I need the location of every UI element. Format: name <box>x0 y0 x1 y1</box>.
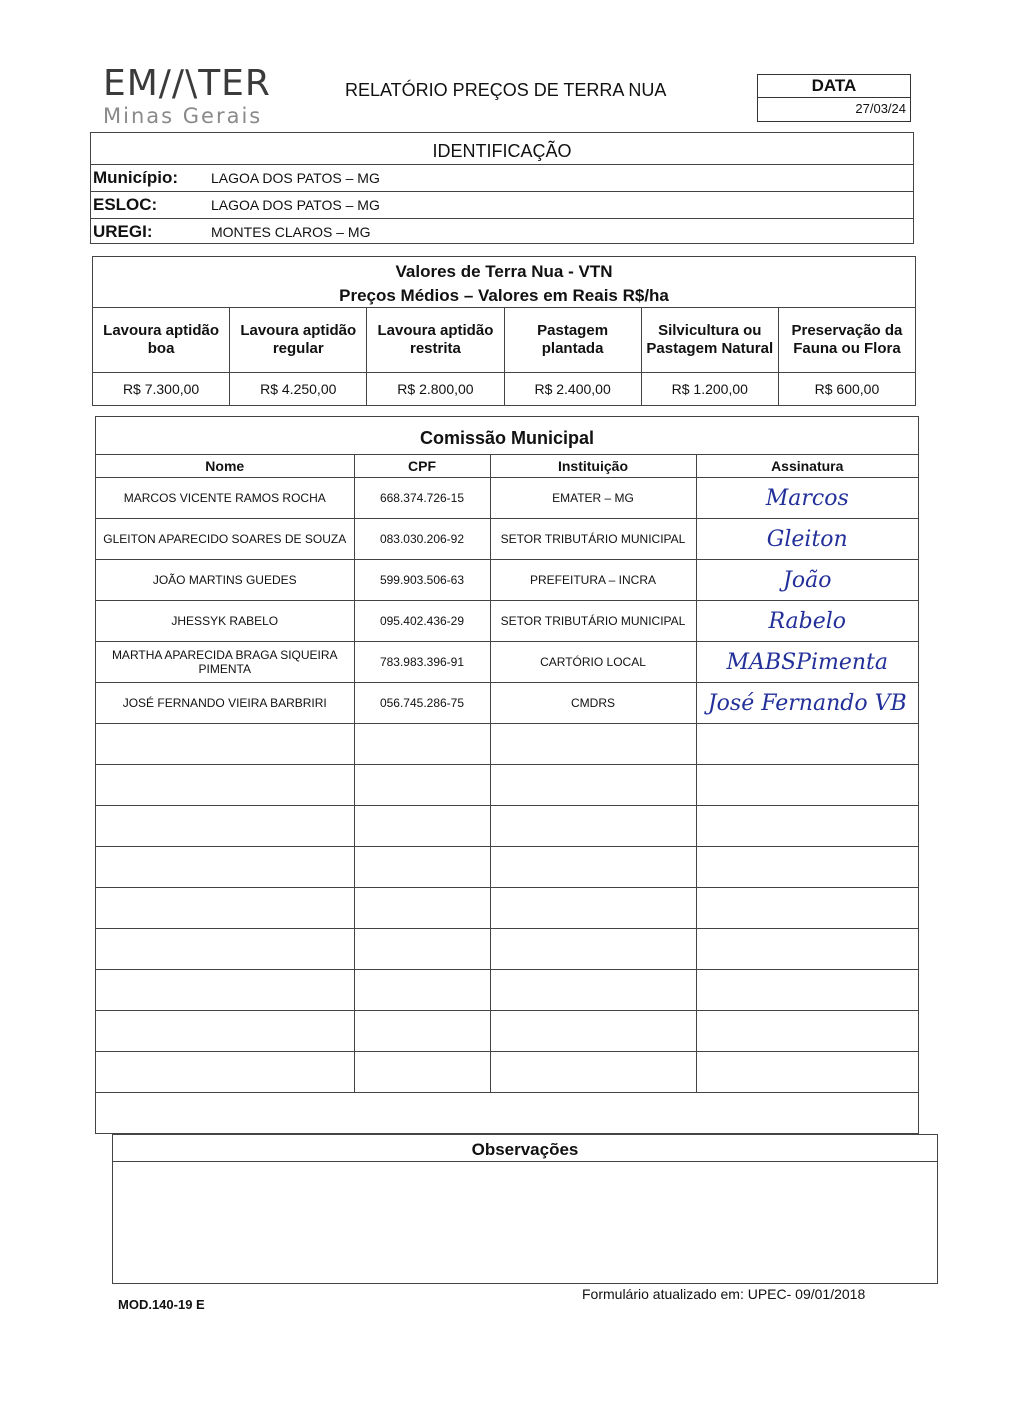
member-institution: SETOR TRIBUTÁRIO MUNICIPAL <box>490 519 696 560</box>
vtn-section <box>92 256 916 406</box>
member-name: MARCOS VICENTE RAMOS ROCHA <box>96 478 354 519</box>
member-signature: João <box>783 567 832 593</box>
member-institution: PREFEITURA – INCRA <box>490 560 696 601</box>
empty-row <box>96 765 918 806</box>
identification-row <box>91 192 913 219</box>
municipio-label: Município: <box>93 168 178 187</box>
vtn-column-price: R$ 2.800,00 <box>367 372 503 405</box>
empty-row <box>96 1011 918 1052</box>
empty-row <box>96 806 918 847</box>
vtn-column-price: R$ 4.250,00 <box>230 372 366 405</box>
vtn-column-label: Silvicultura ou Pastagem Natural <box>646 322 774 357</box>
member-cpf: 095.402.436-29 <box>354 601 490 642</box>
table-row <box>96 601 918 642</box>
member-signature: José Fernando VB <box>707 690 907 716</box>
member-institution: EMATER – MG <box>490 478 696 519</box>
vtn-column-label: Lavoura aptidão restrita <box>377 322 494 357</box>
empty-row <box>96 1052 918 1093</box>
member-signature-cell <box>696 478 918 519</box>
logo-subtitle: Minas Gerais <box>103 104 263 128</box>
empty-row <box>96 847 918 888</box>
municipio-value: LAGOA DOS PATOS – MG <box>211 170 380 186</box>
identification-row <box>91 165 913 192</box>
uregi-value: MONTES CLAROS – MG <box>211 224 371 240</box>
member-name: GLEITON APARECIDO SOARES DE SOUZA <box>96 519 354 560</box>
observations-title: Observações <box>113 1135 937 1162</box>
member-name: JOÃO MARTINS GUEDES <box>96 560 354 601</box>
vtn-column-price: R$ 7.300,00 <box>93 372 229 405</box>
date-box <box>757 74 911 122</box>
member-cpf: 783.983.396-91 <box>354 642 490 683</box>
report-title: RELATÓRIO PREÇOS DE TERRA NUA <box>345 80 667 100</box>
member-cpf: 668.374.726-15 <box>354 478 490 519</box>
member-cpf: 056.745.286-75 <box>354 683 490 724</box>
vtn-column <box>779 308 915 405</box>
member-signature-cell <box>696 683 918 724</box>
identification-section <box>90 132 914 244</box>
member-institution: CMDRS <box>490 683 696 724</box>
empty-row <box>96 970 918 1011</box>
form-updated-note: Formulário atualizado em: UPEC- 09/01/2018 <box>582 1286 866 1302</box>
vtn-title: Valores de Terra Nua - VTN <box>395 262 613 281</box>
institution-column-header: Instituição <box>490 455 696 478</box>
vtn-column <box>642 308 779 405</box>
identification-title: IDENTIFICAÇÃO <box>91 133 913 165</box>
member-signature: Rabelo <box>768 608 847 634</box>
member-signature-cell <box>696 519 918 560</box>
logo-brand: EM//\TER <box>103 63 271 104</box>
table-row <box>96 478 918 519</box>
vtn-column <box>505 308 642 405</box>
empty-row <box>96 888 918 929</box>
vtn-column-price: R$ 2.400,00 <box>505 372 641 405</box>
vtn-column <box>230 308 367 405</box>
member-name: MARTHA APARECIDA BRAGA SIQUEIRA PIMENTA <box>96 642 354 683</box>
member-institution: SETOR TRIBUTÁRIO MUNICIPAL <box>490 601 696 642</box>
date-label: DATA <box>758 75 910 98</box>
vtn-column-label: Lavoura aptidão regular <box>240 322 357 357</box>
form-code: MOD.140-19 E <box>118 1297 205 1312</box>
member-signature-cell <box>696 601 918 642</box>
cpf-column-header: CPF <box>354 455 490 478</box>
name-column-header: Nome <box>96 455 354 478</box>
signature-column-header: Assinatura <box>696 455 918 478</box>
member-institution: CARTÓRIO LOCAL <box>490 642 696 683</box>
commission-header-row <box>96 455 918 478</box>
member-signature-cell <box>696 560 918 601</box>
uregi-label: UREGI: <box>93 222 153 241</box>
vtn-column-price: R$ 600,00 <box>779 372 915 405</box>
member-signature: Gleiton <box>766 526 848 552</box>
member-signature-cell <box>696 642 918 683</box>
vtn-column-label: Pastagem plantada <box>537 322 609 357</box>
member-name: JHESSYK RABELO <box>96 601 354 642</box>
date-value: 27/03/24 <box>855 101 906 116</box>
vtn-column-price: R$ 1.200,00 <box>642 372 778 405</box>
vtn-column <box>93 308 230 405</box>
table-row <box>96 560 918 601</box>
emater-logo <box>103 63 271 128</box>
table-row <box>96 683 918 724</box>
vtn-subtitle: Preços Médios – Valores em Reais R$/ha <box>339 286 669 305</box>
table-row <box>96 519 918 560</box>
member-name: JOSÉ FERNANDO VIEIRA BARBRIRI <box>96 683 354 724</box>
esloc-label: ESLOC: <box>93 195 158 214</box>
table-row <box>96 642 918 683</box>
member-signature: MABSPimenta <box>726 649 888 675</box>
empty-row <box>96 929 918 970</box>
vtn-column-label: Preservação da Fauna ou Flora <box>791 322 903 357</box>
observations-section <box>112 1134 938 1284</box>
member-cpf: 083.030.206-92 <box>354 519 490 560</box>
member-signature: Marcos <box>765 485 849 511</box>
commission-table <box>96 454 918 1093</box>
vtn-column <box>367 308 504 405</box>
vtn-price-grid <box>93 307 915 405</box>
esloc-value: LAGOA DOS PATOS – MG <box>211 197 380 213</box>
member-cpf: 599.903.506-63 <box>354 560 490 601</box>
vtn-column-label: Lavoura aptidão boa <box>103 322 220 357</box>
empty-row <box>96 724 918 765</box>
commission-title: Comissão Municipal <box>419 428 595 448</box>
commission-section <box>95 416 919 1134</box>
identification-row <box>91 219 913 245</box>
